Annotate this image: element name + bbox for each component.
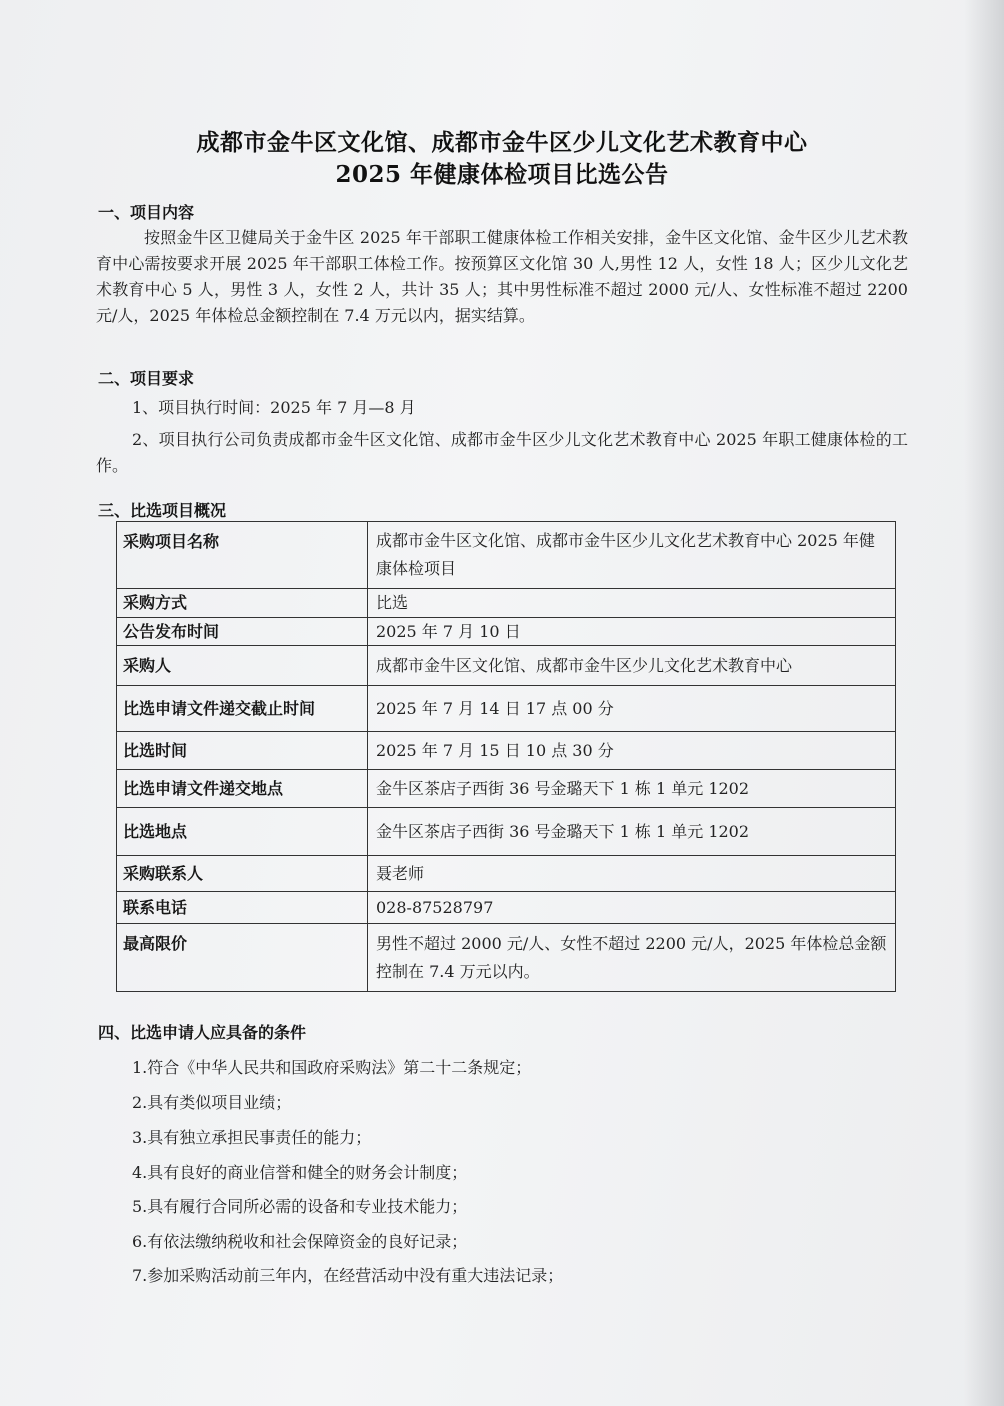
- row-label: 采购联系人: [117, 856, 368, 892]
- table-row: [117, 808, 896, 856]
- row-value: 2025 年 7 月 14 日 17 点 00 分: [368, 686, 896, 732]
- row-value: 成都市金牛区文化馆、成都市金牛区少儿文化艺术教育中心 2025 年健康体检项目: [368, 522, 896, 589]
- row-value: 金牛区茶店子西街 36 号金璐天下 1 栋 1 单元 1202: [368, 808, 896, 856]
- row-label: 采购项目名称: [117, 522, 368, 589]
- row-label: 公告发布时间: [117, 618, 368, 646]
- table-row: [117, 522, 896, 589]
- section2-heading: 二、项目要求: [98, 369, 195, 388]
- table-row: [117, 589, 896, 618]
- row-label: 采购方式: [117, 589, 368, 618]
- table-row: [117, 686, 896, 732]
- condition-item-2: 2.具有类似项目业绩；: [132, 1093, 292, 1112]
- section2-item2: 2、项目执行公司负责成都市金牛区文化馆、成都市金牛区少儿文化艺术教育中心 2025 年职工健康体检的工作。: [96, 430, 908, 475]
- document-title-line2: 2025 年健康体检项目比选公告: [335, 161, 669, 188]
- row-value: 成都市金牛区文化馆、成都市金牛区少儿文化艺术教育中心: [368, 646, 896, 686]
- section3-heading: 三、比选项目概况: [98, 501, 227, 520]
- condition-item-7: 7.参加采购活动前三年内，在经营活动中没有重大违法记录；: [132, 1266, 564, 1285]
- project-overview-table: [116, 521, 896, 992]
- table-row: [117, 618, 896, 646]
- condition-item-3: 3.具有独立承担民事责任的能力；: [132, 1128, 372, 1147]
- row-label: 比选申请文件递交截止时间: [117, 686, 368, 732]
- section4-heading: 四、比选申请人应具备的条件: [98, 1023, 307, 1042]
- page-edge-shadow: [964, 0, 1004, 1406]
- row-label: 联系电话: [117, 892, 368, 924]
- row-value: 金牛区茶店子西街 36 号金璐天下 1 栋 1 单元 1202: [368, 770, 896, 808]
- table-row: [117, 732, 896, 770]
- row-value: 028-87528797: [368, 892, 896, 924]
- row-label: 比选申请文件递交地点: [117, 770, 368, 808]
- row-label: 最高限价: [117, 924, 368, 992]
- condition-item-4: 4.具有良好的商业信誉和健全的财务会计制度；: [132, 1163, 468, 1182]
- table-row: [117, 770, 896, 808]
- row-value: 聂老师: [368, 856, 896, 892]
- section1-heading: 一、项目内容: [98, 203, 195, 222]
- row-label: 比选地点: [117, 808, 368, 856]
- document-title-line1: 成都市金牛区文化馆、成都市金牛区少儿文化艺术教育中心: [196, 129, 808, 156]
- table-row: [117, 856, 896, 892]
- section1-body: 按照金牛区卫健局关于金牛区 2025 年干部职工健康体检工作相关安排，金牛区文化馆、金牛区少儿艺术教育中心需按要求开展 2025 年干部职工体检工作。按预算区文化馆 30 人,男性 12 人，女性 18 人；区少儿文化艺术教育中心 5 人，男性 3 人，女性 2 人，共计 35 人；其中男性标准不超过 2000 元/人、女性标准不超过 2200 元/人，2025 年体检总金额控制在 7.4 万元以内，据实结算。: [96, 228, 908, 325]
- row-value: 2025 年 7 月 15 日 10 点 30 分: [368, 732, 896, 770]
- condition-item-6: 6.有依法缴纳税收和社会保障资金的良好记录；: [132, 1232, 468, 1251]
- condition-item-5: 5.具有履行合同所必需的设备和专业技术能力；: [132, 1197, 468, 1216]
- table-row: [117, 892, 896, 924]
- row-value: 比选: [368, 589, 896, 618]
- row-label: 采购人: [117, 646, 368, 686]
- table-row: [117, 924, 896, 992]
- table-row: [117, 646, 896, 686]
- section2-item1: 1、项目执行时间：2025 年 7 月—8 月: [132, 398, 416, 417]
- condition-item-1: 1.符合《中华人民共和国政府采购法》第二十二条规定；: [132, 1058, 532, 1077]
- row-value: 男性不超过 2000 元/人、女性不超过 2200 元/人，2025 年体检总金额控制在 7.4 万元以内。: [368, 924, 896, 992]
- row-label: 比选时间: [117, 732, 368, 770]
- row-value: 2025 年 7 月 10 日: [368, 618, 896, 646]
